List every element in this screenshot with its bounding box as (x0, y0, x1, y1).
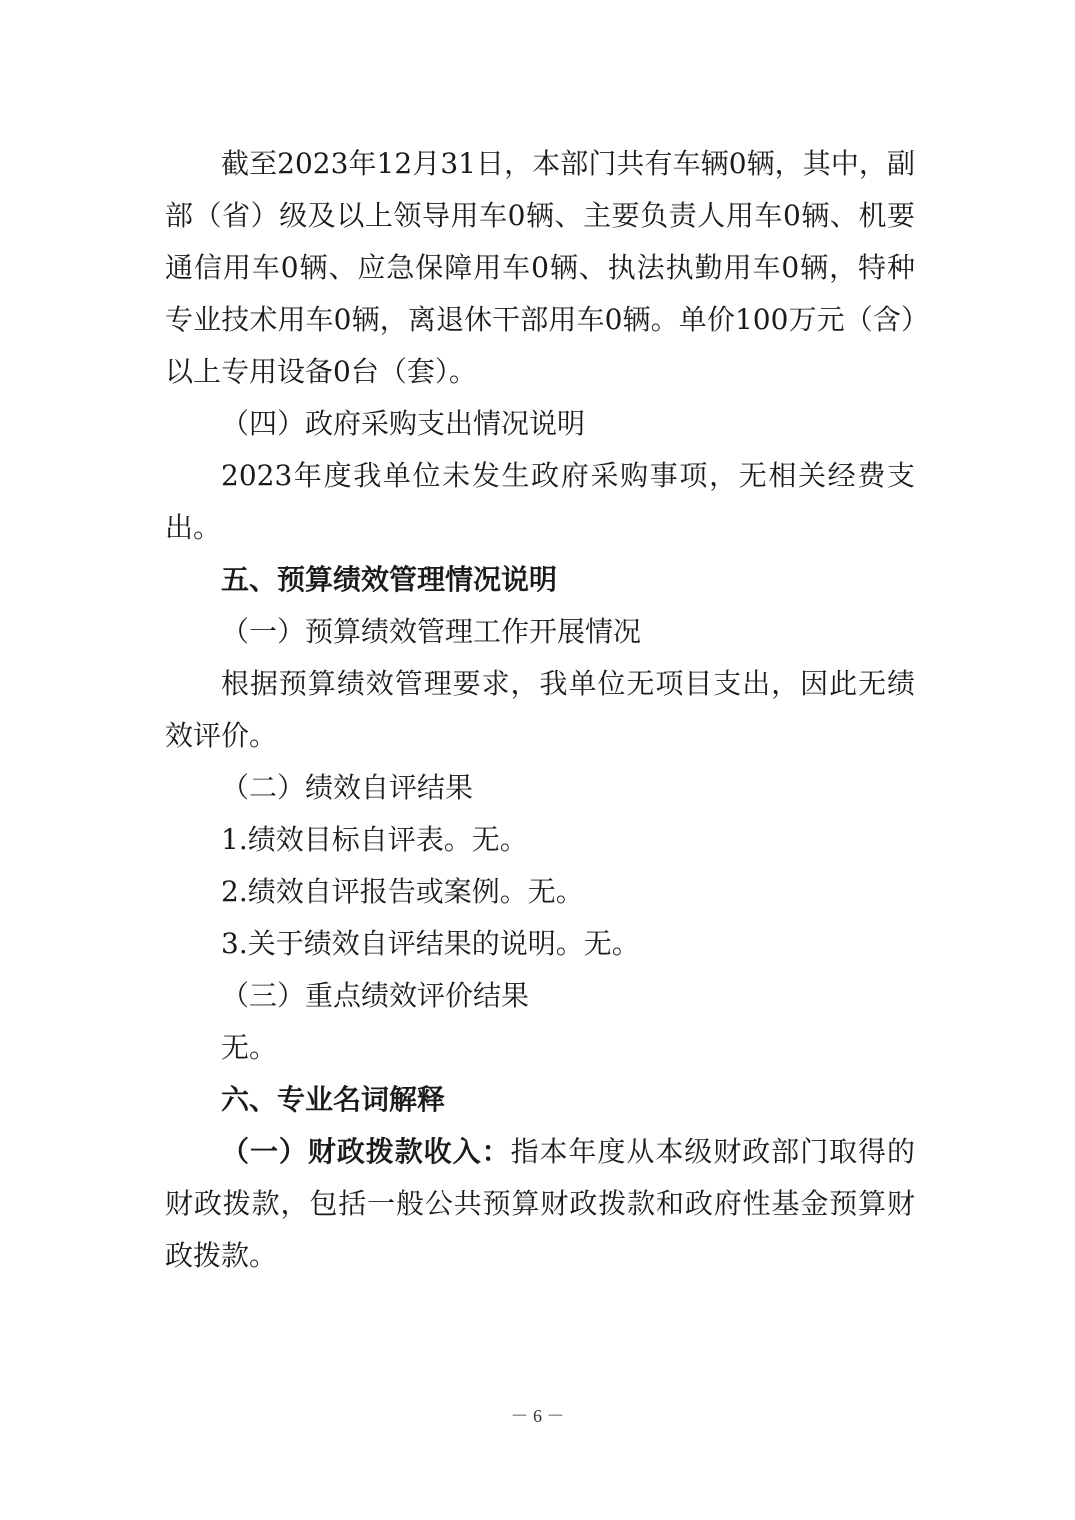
term-label: （一）财政拨款收入： (221, 1135, 511, 1168)
vehicle-paragraph: 截至2023年12月31日，本部门共有车辆0辆，其中，副部（省）级及以上领导用车0辆、主要负责人用车0辆、机要通信用车0辆、应急保障用车0辆、执法执勤用车0辆，特种专业技术用车0辆，离退休干部用车0辆。单价100万元（含）以上专用设备0台（套）。 (165, 147, 915, 388)
section-5-1-heading: （一）预算绩效管理工作开展情况 (221, 615, 642, 648)
section-5-2-heading: （二）绩效自评结果 (221, 771, 474, 804)
key-evaluation-paragraph: 无。 (221, 1031, 278, 1064)
section-4-heading: （四）政府采购支出情况说明 (221, 407, 586, 440)
procurement-paragraph: 2023年度我单位未发生政府采购事项，无相关经费支出。 (165, 459, 915, 544)
term-definition-paragraph (165, 1126, 915, 1282)
section-5-3-heading: （三）重点绩效评价结果 (221, 979, 530, 1012)
section-6-heading: 六、专业名词解释 (221, 1083, 446, 1116)
document-body (165, 138, 915, 1282)
list-item-3: 3.关于绩效自评结果的说明。无。 (221, 927, 640, 960)
section-5-heading: 五、预算绩效管理情况说明 (221, 563, 558, 596)
list-item-2: 2.绩效自评报告或案例。无。 (221, 875, 584, 908)
page-number: － 6 － (510, 1406, 565, 1426)
term-text: 指本年度从本级财政部门取得的财政拨款，包括一般公共预算财政拨款和政府性基金预算财政拨款。 (165, 1135, 915, 1272)
list-item-1: 1.绩效目标自评表。无。 (221, 823, 528, 856)
performance-paragraph: 根据预算绩效管理要求，我单位无项目支出，因此无绩效评价。 (165, 667, 915, 752)
